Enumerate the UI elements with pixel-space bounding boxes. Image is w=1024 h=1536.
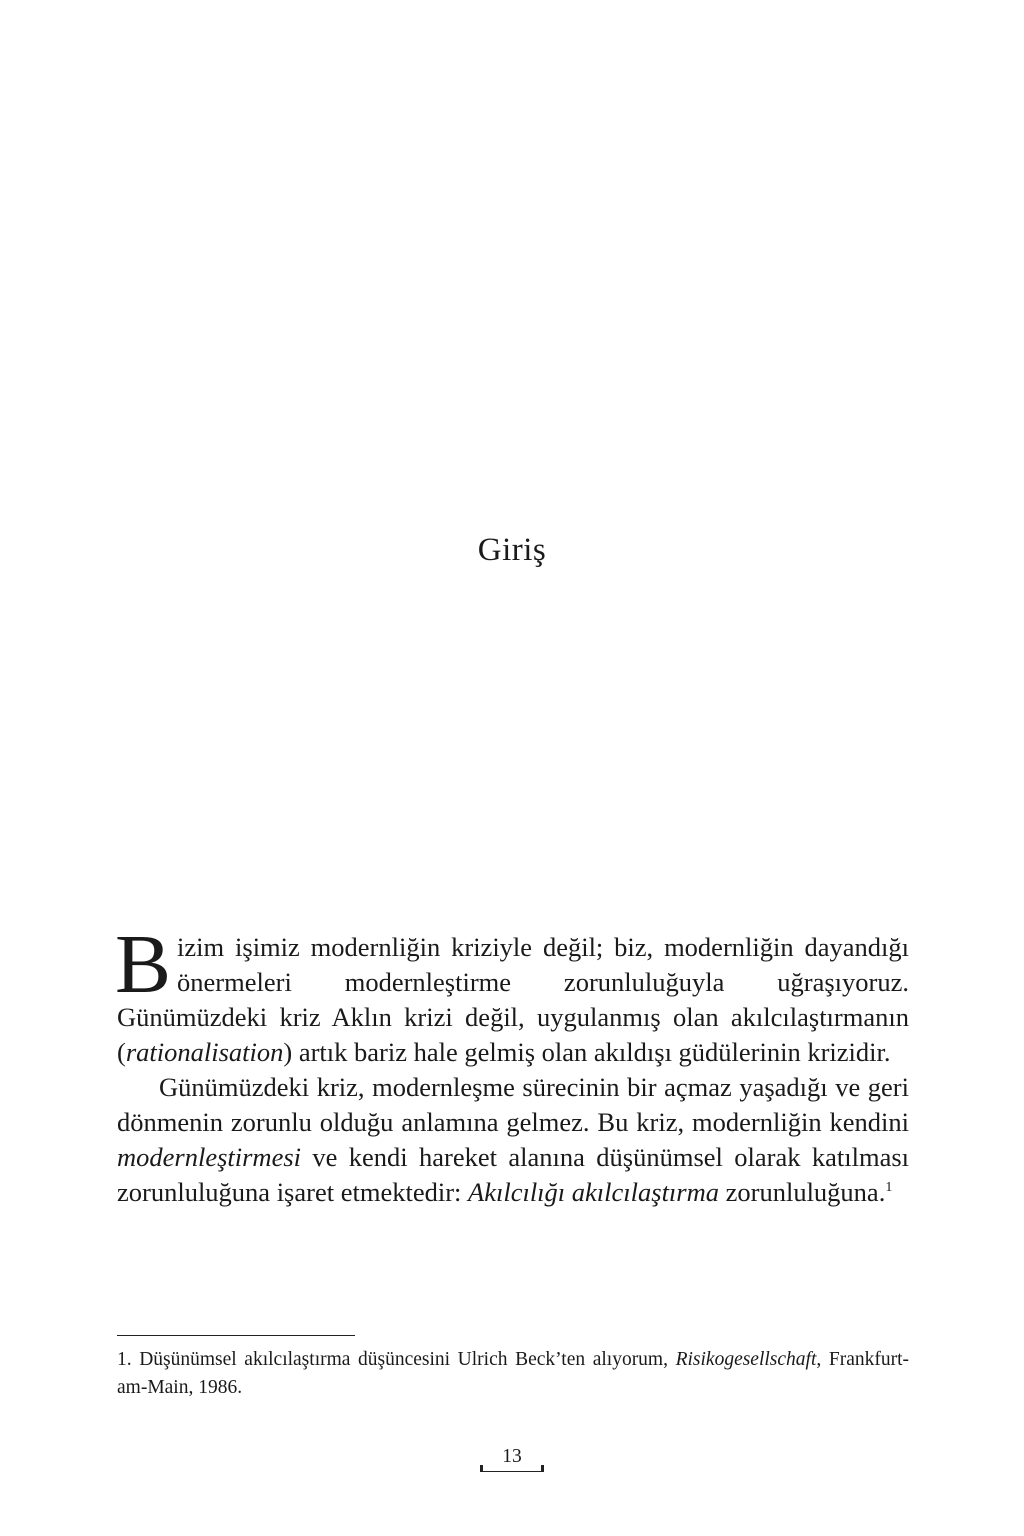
page-number: 13 xyxy=(502,1446,522,1467)
page-number-block xyxy=(478,1444,546,1474)
footnote-text-a: Düşünümsel akılcılaştırma düşüncesini Ulrich Beck’ten alıyorum, xyxy=(131,1349,676,1370)
body-text xyxy=(115,918,909,1210)
paragraph-1-italic-term: rationalisation xyxy=(125,1037,284,1067)
paragraph-2-text-a: Günümüzdeki kriz, modernleşme sürecinin bir açmaz yaşadığı ve geri dönmenin zorunlu olduğu anlamına gelmez. Bu kriz, modernliğin kendini xyxy=(117,1072,909,1137)
paragraph-1-text-after: ) artık bariz hale gelmiş olan akıldışı güdülerinin krizidir. xyxy=(283,1037,891,1067)
chapter-title: Giriş xyxy=(477,532,547,568)
paragraph-2-italic-a: modernleştirmesi xyxy=(117,1142,302,1172)
footnote-number: 1. xyxy=(117,1349,132,1370)
page-number-tick-right xyxy=(541,1465,544,1472)
page-number-underline xyxy=(480,1471,544,1472)
footnote-italic: Risikogesellschaft xyxy=(675,1349,817,1370)
paragraph-2-text-b: ve kendi hareket alanına düşünümsel olarak katılması zorunluluğuna işaret etmektedir: xyxy=(117,1142,909,1207)
paragraph-2-italic-b: Akılcılığı akılcılaştırma xyxy=(468,1177,719,1207)
footnote-reference[interactable]: 1 xyxy=(885,1180,893,1196)
paragraph-2-text-c: zorunluluğuna. xyxy=(719,1177,886,1207)
paragraph-1-text: izim işimiz modernliğin kriziyle değil; biz, modernliğin dayandığı önermeleri modernleştirme zorunluluğuyla uğraşıyoruz. Günümüzdeki kriz Aklın krizi değil, uygulanmış olan akılcılaştırmanın ( xyxy=(117,932,909,1067)
page-number-tick-left xyxy=(480,1465,483,1472)
paragraph-1 xyxy=(115,918,909,1070)
paragraph-2 xyxy=(117,1070,909,1210)
footnote xyxy=(117,1346,909,1402)
footnote-divider xyxy=(117,1335,355,1336)
drop-cap: B xyxy=(115,918,172,1011)
footnote-text-b: , Frankfurt-am-Main, 1986. xyxy=(117,1349,909,1398)
